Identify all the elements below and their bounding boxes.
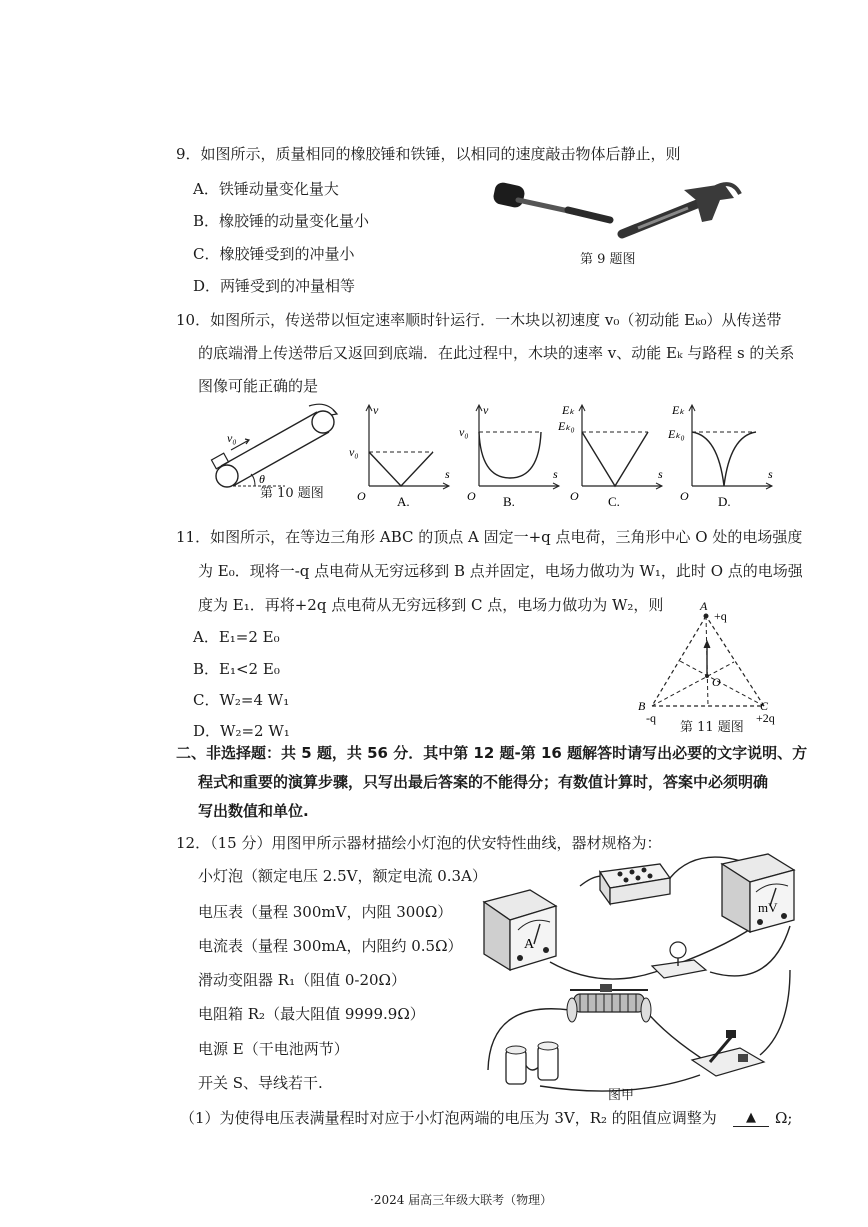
q10-stem-line1: 10．如图所示，传送带以恒定速率顺时针运行．一木块以初速度 v₀（初动能 Eₖ₀）从传送带 [176, 311, 782, 329]
voltmeter-label: mV [758, 900, 778, 915]
q11-option-d: D．W₂=2 W₁ [193, 722, 290, 740]
graph-c-letter: C. [608, 494, 620, 509]
q10-stem-line2: 的底端滑上传送带后又返回到底端．在此过程中，木块的速率 v、动能 Eₖ 与路程 s 的关系 [198, 344, 795, 362]
charge-c-label: +2q [756, 711, 775, 725]
q11-stem-line1: 11．如图所示，在等边三角形 ABC 的顶点 A 固定一+q 点电荷，三角形中心 O 处的电场强度 [176, 528, 803, 546]
q9-stem: 9．如图所示，质量相同的橡胶锤和铁锤，以相同的速度敲击物体后静止，则 [176, 145, 681, 163]
triangle-figure [636, 598, 786, 728]
rheostat-icon [567, 984, 651, 1022]
q12-item-voltmeter: 电压表（量程 300mV，内阻 300Ω） [198, 903, 453, 921]
q11-option-a: A．E₁=2 E₀ [193, 628, 280, 646]
graph-d-xaxis: s [768, 467, 773, 481]
vertex-c-label: C [760, 699, 769, 713]
battery-icon [506, 1042, 558, 1084]
q11-option-c: C．W₂=4 W₁ [193, 691, 290, 709]
rubber-mallet-icon [492, 181, 610, 220]
graph-a-letter: A. [397, 494, 410, 509]
graph-b-letter: B. [503, 494, 515, 509]
graph-b-origin: O [467, 489, 476, 503]
page-footer: ·2024 届高三年级大联考（物理） [370, 1193, 553, 1207]
q9-option-d: D．两锤受到的冲量相等 [193, 277, 356, 295]
q12-item-ammeter: 电流表（量程 300mA，内阻约 0.5Ω） [198, 937, 463, 955]
charge-a-label: +q [714, 609, 727, 623]
voltmeter-icon [722, 854, 794, 932]
graph-d-origin: O [680, 489, 689, 503]
q12-item-rheostat: 滑动变阻器 R₁（阻值 0-20Ω） [198, 971, 406, 989]
q11-stem-line3: 度为 E₁．再将+2q 点电荷从无穷远移到 C 点，电场力做功为 W₂，则 [198, 596, 664, 614]
q9-option-b: B．橡胶锤的动量变化量小 [193, 212, 370, 230]
q10-figure-label: 第 10 题图 [260, 486, 324, 501]
belt-theta-label: θ [259, 472, 265, 486]
q11-figure-label: 第 11 题图 [680, 720, 744, 735]
graph-c-yaxis: Eₖ [562, 403, 575, 417]
q12-item-switch: 开关 S、导线若干. [198, 1074, 323, 1092]
apparatus-figure [470, 850, 805, 1100]
graph-b-yaxis: v [483, 403, 489, 417]
answer-blank[interactable]: ▲ [733, 1108, 769, 1127]
graph-d-yaxis: Eₖ [672, 403, 685, 417]
q12-stem: 12．（15 分）用图甲所示器材描绘小灯泡的伏安特性曲线，器材规格为： [176, 834, 662, 852]
graph-c-xaxis: s [658, 467, 663, 481]
q10-graph-d [668, 400, 783, 510]
section2-line2: 程式和重要的演算步骤，只写出最后答案的不能得分；有数值计算时，答案中必须明确 [198, 773, 769, 791]
vertex-b-label: B [638, 699, 646, 713]
q10-graph-b [455, 400, 570, 510]
hammers-figure [488, 176, 748, 251]
graph-c-ylevel: Eₖ₀ [558, 419, 575, 433]
q12-item-power-source: 电源 E（干电池两节） [198, 1040, 349, 1058]
q12-unit: Ω; [775, 1109, 793, 1127]
q11-option-b: B．E₁<2 E₀ [193, 660, 280, 678]
q12-item-resistance-box: 电阻箱 R₂（最大阻值 9999.9Ω） [198, 1005, 425, 1023]
graph-a-origin: O [357, 489, 366, 503]
q10-stem-line3: 图像可能正确的是 [198, 377, 319, 395]
switch-icon [692, 1030, 764, 1076]
graph-d-ylevel: Eₖ₀ [668, 427, 685, 441]
conveyor-belt-figure [205, 400, 345, 490]
graph-b-xaxis: s [553, 467, 558, 481]
q10-graph-a [345, 400, 460, 510]
q11-stem-line2: 为 E₀．现将一-q 点电荷从无穷远移到 B 点并固定，电场力做功为 W₁，此时 O 点的电场强 [198, 562, 803, 580]
section2-line1: 二、非选择题：共 5 题，共 56 分．其中第 12 题-第 16 题解答时请写出必要的文字说明、方 [176, 744, 808, 762]
q12-figure-label: 图甲 [608, 1088, 635, 1103]
graph-a-ylevel: v₀ [349, 445, 359, 459]
graph-a-yaxis: v [373, 403, 379, 417]
q12-item-bulb: 小灯泡（额定电压 2.5V，额定电流 0.3A） [198, 867, 487, 885]
q9-option-c: C．橡胶锤受到的冲量小 [193, 245, 355, 263]
ammeter-icon [484, 890, 556, 970]
q12-sub1: （1）为使得电压表满量程时对应于小灯泡两端的电压为 3V，R₂ 的阻值应调整为 [180, 1109, 717, 1127]
ammeter-label: A [524, 937, 535, 952]
graph-b-ylevel: v₀ [459, 425, 469, 439]
light-bulb-icon [652, 942, 706, 978]
section2-line3: 写出数值和单位. [198, 802, 309, 820]
graph-c-origin: O [570, 489, 579, 503]
center-o-label: O [712, 675, 721, 689]
belt-v0-label: v₀ [227, 431, 237, 445]
iron-hammer-icon [622, 184, 740, 234]
q9-option-a: A．铁锤动量变化量大 [193, 180, 339, 198]
charge-b-label: -q [646, 711, 656, 725]
q10-graph-c [558, 400, 673, 510]
vertex-a-label: A [700, 599, 708, 613]
q9-figure-label: 第 9 题图 [580, 252, 636, 267]
resistance-box-icon [600, 864, 670, 904]
graph-a-xaxis: s [445, 467, 450, 481]
graph-d-letter: D. [718, 494, 731, 509]
